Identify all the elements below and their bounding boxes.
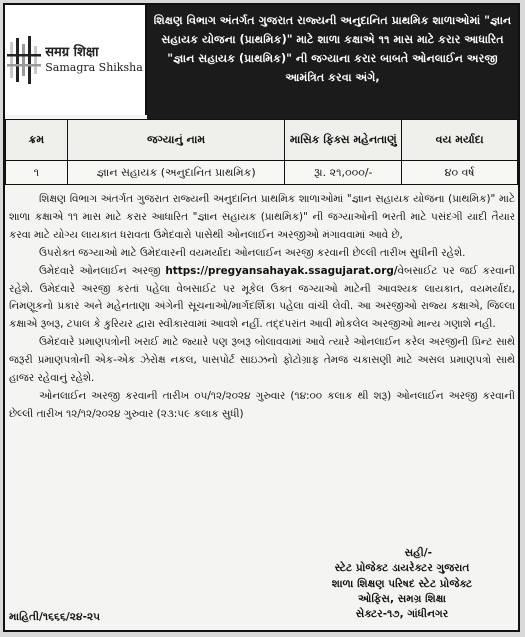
cell-age-limit: ૪૦ વર્ષ (402, 161, 518, 185)
paragraph-intro: શિક્ષણ વિભાગ અંતર્ગત ગુજરાત રાજ્યની અનુદાનિત પ્રાથમિક શાળાઓમાં "જ્ઞાન સહાયક યોજના (પ્રાથમિક)" માટે શાળા કક્ષાએ ૧૧ માસ માટે કરાર આધારિત "જ્ઞાન સહાયક (પ્રાથમિક)" ની જગ્યાઓની ભરતી માટે પસંદગી યાદી તૈયાર કરવા માટે યોગ્ય લાયકાત ધરાવતા ઉમેદવારો પાસેથી ઓનલાઈન અરજીઓ મંગાવવામાં આવે છે, (9, 193, 515, 241)
notice-title: શિક્ષણ વિભાગ અંતર્ગત ગુજરાત રાજ્યની અનુદાનિત પ્રાથમિક શાળાઓમાં "જ્ઞાન સહાયક યોજના (પ્રાથમિક)" માટે શાળા કક્ષાએ ૧૧ માસ માટે કરાર આધારિત "જ્ઞાન સહાયક (પ્રાથમિક)" ની જગ્યાના કરાર બાબતે ઓનલાઈન અરજી આમંત્રિત કરવા અંગે, (147, 5, 518, 119)
logo-box (5, 5, 147, 115)
paragraph-verification: ઉમેદવારે પ્રમાણપત્રોની ખરાઈ માટે જ્યારે પણ રૂબરૂ બોલાવવામાં આવે ત્યારે ઓનલાઈન કરેલ અરજીની પ્રિન્ટ સાથે જરૂરી પ્રમાણપત્રોની એક-એક ઝેરોક્ષ નકલ, પાસપોર્ટ સાઇઝનો ફોટોગ્રાફ તેમજ ચકાસણી માટે અસલ પ્રમાણપત્રો સાથે હાજર રહેવાનું રહેશે. (9, 336, 515, 385)
logo-mark-icon (7, 34, 41, 86)
paragraph-dates: ઓનલાઈન અરજી કરવાની તારીખ ૦૫/૧૨/૨૦૨૪ ગુરુવાર (૧૪:૦૦ કલાક થી શરૂ) ઓનલાઈન અરજી કરવાની છેલ્લી તારીખ ૧૨/૧૨/૨૦૨૪ ગુરુવાર (૨૩:૫૯ કલાક સુધી) (9, 389, 515, 420)
header-post-name: જગ્યાનું નામ (67, 120, 285, 161)
signature-line-1: સ્ટેટ પ્રોજેક્ટ ડાયરેક્ટર ગુજરાત (334, 562, 470, 575)
logo-english-text: Samagra Shiksha (45, 61, 143, 75)
cell-post-name: જ્ઞાન સહાયક (અનુદાનિત પ્રાથમિક) (67, 161, 285, 185)
reference-number: માહિતી/૧૬૬૬/૨૪-૨૫ (9, 611, 101, 623)
header-age-limit: વય મર્યાદા (402, 120, 518, 161)
paragraph-age-limit: ઉપરોક્ત જગ્યાઓ માટે ઉમેદવારની વયમર્યાદા ઓનલાઈન અરજી કરવાની છેલ્લી તારીખ સુધીની રહેશે. (39, 246, 466, 259)
signature-line-2: શાળા શિક્ષણ પરિષદ સ્ટેટ પ્રોજેક્ટ (331, 577, 473, 590)
website-link[interactable]: https://pregyansahayak.ssagujarat.org/ (165, 264, 398, 277)
posts-table (5, 119, 518, 185)
header (5, 5, 518, 119)
header-serial: ક્રમ (6, 120, 68, 161)
table-row (6, 161, 518, 185)
cell-serial: ૧ (6, 161, 68, 185)
samagra-shiksha-logo (7, 34, 143, 86)
logo-hindi-text: समग्र शिक्षा (45, 45, 99, 60)
signature-block (302, 546, 502, 622)
paragraph-application (9, 263, 515, 335)
signature-line-4: સેક્ટર-૧૭, ગાંધીનગર (355, 608, 449, 621)
application-text-pre: ઉમેદવારે ઓનલાઈન અરજી (39, 264, 166, 277)
cell-salary: રૂા. ૨૧,૦૦૦/- (285, 161, 402, 185)
notice-body (9, 191, 515, 424)
signature-mark: સહી/- (404, 547, 432, 559)
advertisement-page (3, 3, 520, 632)
table-header-row (6, 120, 518, 161)
application-text-post: વેબસાઈટ પર જઈ કરવાની રહેશે. ઉમેદવારે અરજી કરતાં પહેલા વેબસાઈટ પર મૂકેલ ઉક્ત જગ્યાઓ માટેની આવશ્યક લાયકાત, વયમર્યાદા, નિમણૂકનો પ્રકાર અને મહેનતાણા અંગેની સૂચનાઓ/માર્ગદર્શિકા પહેલા વાંચી લેવી. આ અરજીઓ રાજ્ય કક્ષાએ, જિલ્લા કક્ષાએ રૂબરૂ, ટપાલ કે કુરિયર દ્વારા સ્વીકારવામાં આવશે નહીં. તદ્દપરાંત આવી મોકલેલ અરજીઓ માન્ય ગણાશે નહી. (9, 264, 515, 331)
header-salary: માસિક ફિક્સ મહેનતાણું (285, 120, 402, 161)
signature-line-3: ઓફિસ, સમગ્ર શિક્ષા (357, 592, 447, 605)
